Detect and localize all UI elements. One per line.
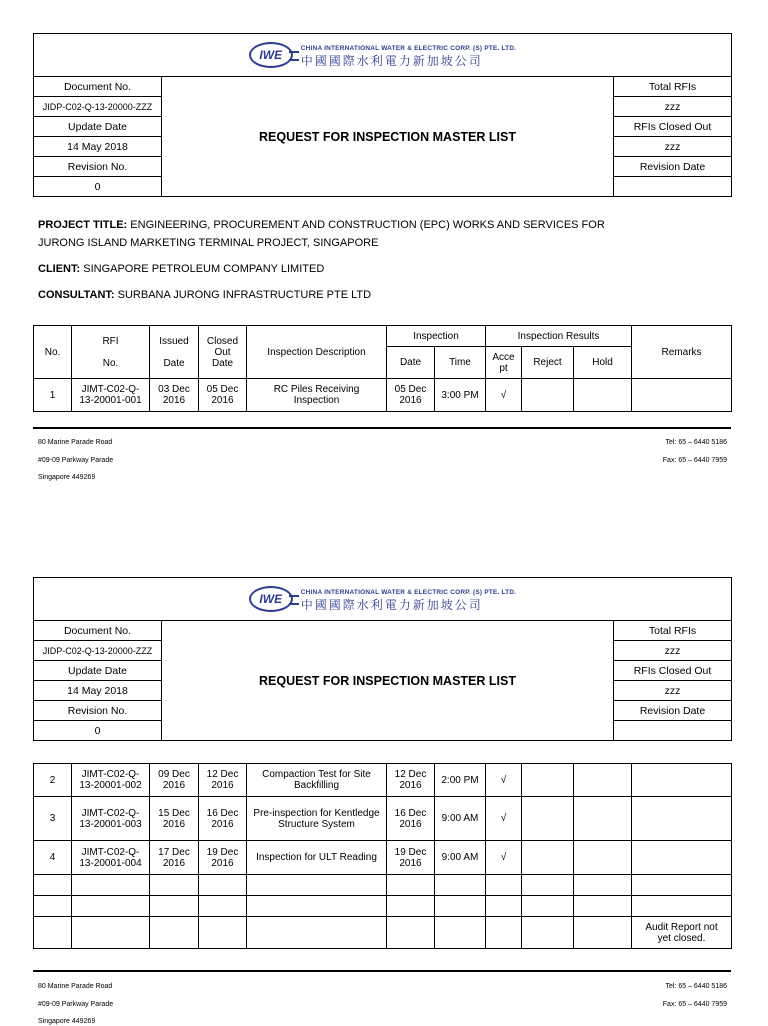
consultant-line	[38, 286, 638, 304]
table-row: 1 JIMT-C02-Q- 13-20001-001 03 Dec 2016 05 Dec 2016 RC Piles Receiving Inspection 05 Dec 2016 3:00 PM √	[34, 379, 732, 412]
update-date-value: 14 May 2018	[34, 137, 162, 157]
table-row	[34, 896, 732, 917]
footer-fax: Fax: 65 – 6440 7959	[662, 457, 727, 464]
company-logo	[249, 586, 516, 612]
footer-tel: Tel: 65 – 6440 5186	[665, 439, 727, 446]
consultant-label: CONSULTANT:	[38, 289, 115, 301]
revision-no-value: 0	[34, 177, 162, 197]
col-remarks: Remarks	[632, 326, 732, 379]
table-row: 4 JIMT-C02-Q- 13-20001-004 17 Dec 2016 19 Dec 2016 Inspection for ULT Reading 19 Dec 2016 9:00 AM √	[34, 841, 732, 875]
footer-fax: Fax: 65 – 6440 7959	[662, 1001, 727, 1008]
check-icon: √	[486, 841, 522, 875]
col-date: Date	[387, 347, 435, 379]
footer-address-3: Singapore 449269	[38, 1018, 96, 1025]
doc-no-label: Document No.	[34, 621, 162, 641]
update-date-label: Update Date	[34, 117, 162, 137]
total-rfis-value: zzz	[614, 97, 732, 117]
rfis-closed-label: RFIs Closed Out	[614, 117, 732, 137]
col-inspection-results: Inspection Results	[486, 326, 632, 347]
project-title-value-2: JURONG ISLAND MARKETING TERMINAL PROJECT, SINGAPORE	[38, 237, 379, 249]
revision-no-label: Revision No.	[34, 701, 162, 721]
col-inspection: Inspection	[387, 326, 486, 347]
col-description: Inspection Description	[247, 326, 387, 379]
footer-tel: Tel: 65 – 6440 5186	[665, 983, 727, 990]
doc-no-value: JIDP-C02-Q-13-20000-ZZZ	[34, 97, 162, 117]
company-logo-cell	[34, 34, 732, 77]
footer-address-1: 80 Marine Parade Road	[38, 983, 113, 990]
col-no: No.	[34, 326, 72, 379]
document-header-page-2	[33, 577, 732, 741]
consultant-value: SURBANA JURONG INFRASTRUCTURE PTE LTD	[117, 289, 372, 301]
client-line	[38, 260, 638, 278]
footer-divider	[33, 970, 731, 972]
table-row: 2 JIMT-C02-Q- 13-20001-002 09 Dec 2016 12 Dec 2016 Compaction Test for Site Backfilling 12 Dec 2016 2:00 PM √	[34, 764, 732, 797]
remarks-audit: Audit Report not yet closed.	[632, 917, 732, 949]
col-reject: Reject	[522, 347, 574, 379]
company-name-cn: 中國國際水利電力新加坡公司	[300, 598, 483, 612]
project-title-value: ENGINEERING, PROCUREMENT AND CONSTRUCTION (EPC) WORKS AND SERVICES FOR	[130, 219, 605, 231]
revision-no-value: 0	[34, 721, 162, 741]
col-closed-out-date: Closed Out Date	[199, 326, 247, 379]
revision-date-value	[614, 177, 732, 197]
revision-no-label: Revision No.	[34, 157, 162, 177]
col-accept: Acce pt	[486, 347, 522, 379]
table-row	[34, 917, 732, 949]
doc-no-label: Document No.	[34, 77, 162, 97]
total-rfis-value: zzz	[614, 641, 732, 661]
revision-date-value	[614, 721, 732, 741]
check-icon: √	[486, 379, 522, 412]
document-header	[33, 33, 732, 197]
company-name-en: CHINA INTERNATIONAL WATER & ELECTRIC CORP. (S) PTE. LTD.	[300, 589, 517, 596]
company-name-en: CHINA INTERNATIONAL WATER & ELECTRIC CORP. (S) PTE. LTD.	[300, 45, 517, 52]
revision-date-label: Revision Date	[614, 701, 732, 721]
footer-divider	[33, 427, 731, 429]
iwe-logo-icon: IWE	[249, 586, 293, 612]
rfi-table-page-1	[33, 325, 732, 412]
rfi-table-page-2	[33, 763, 732, 949]
col-issued-date: Issued Date	[150, 326, 199, 379]
footer-address-2: #09-09 Parkway Parade	[38, 457, 114, 464]
rfis-closed-label: RFIs Closed Out	[614, 661, 732, 681]
update-date-value: 14 May 2018	[34, 681, 162, 701]
check-icon: √	[486, 797, 522, 841]
col-rfi-no: RFI No.	[72, 326, 150, 379]
table-row	[34, 875, 732, 896]
client-value: SINGAPORE PETROLEUM COMPANY LIMITED	[83, 263, 325, 275]
col-hold: Hold	[574, 347, 632, 379]
company-name-cn: 中國國際水利電力新加坡公司	[300, 54, 483, 68]
col-time: Time	[435, 347, 486, 379]
total-rfis-label: Total RFIs	[614, 77, 732, 97]
company-logo-cell	[34, 578, 732, 621]
revision-date-label: Revision Date	[614, 157, 732, 177]
footer-address-3: Singapore 449269	[38, 474, 96, 481]
check-icon: √	[486, 764, 522, 797]
project-title-label: PROJECT TITLE:	[38, 219, 128, 231]
footer-address-2: #09-09 Parkway Parade	[38, 1001, 114, 1008]
document-title: REQUEST FOR INSPECTION MASTER LIST	[162, 621, 614, 741]
iwe-logo-icon: IWE	[249, 42, 293, 68]
project-title	[38, 216, 638, 252]
rfis-closed-value: zzz	[614, 137, 732, 157]
update-date-label: Update Date	[34, 661, 162, 681]
total-rfis-label: Total RFIs	[614, 621, 732, 641]
table-row: 3 JIMT-C02-Q- 13-20001-003 15 Dec 2016 16 Dec 2016 Pre-inspection for Kentledge Structure System 16 Dec 2016 9:00 AM √	[34, 797, 732, 841]
document-title: REQUEST FOR INSPECTION MASTER LIST	[162, 77, 614, 197]
rfis-closed-value: zzz	[614, 681, 732, 701]
doc-no-value: JIDP-C02-Q-13-20000-ZZZ	[34, 641, 162, 661]
company-logo	[249, 42, 516, 68]
client-label: CLIENT:	[38, 263, 81, 275]
footer-address-1: 80 Marine Parade Road	[38, 439, 113, 446]
